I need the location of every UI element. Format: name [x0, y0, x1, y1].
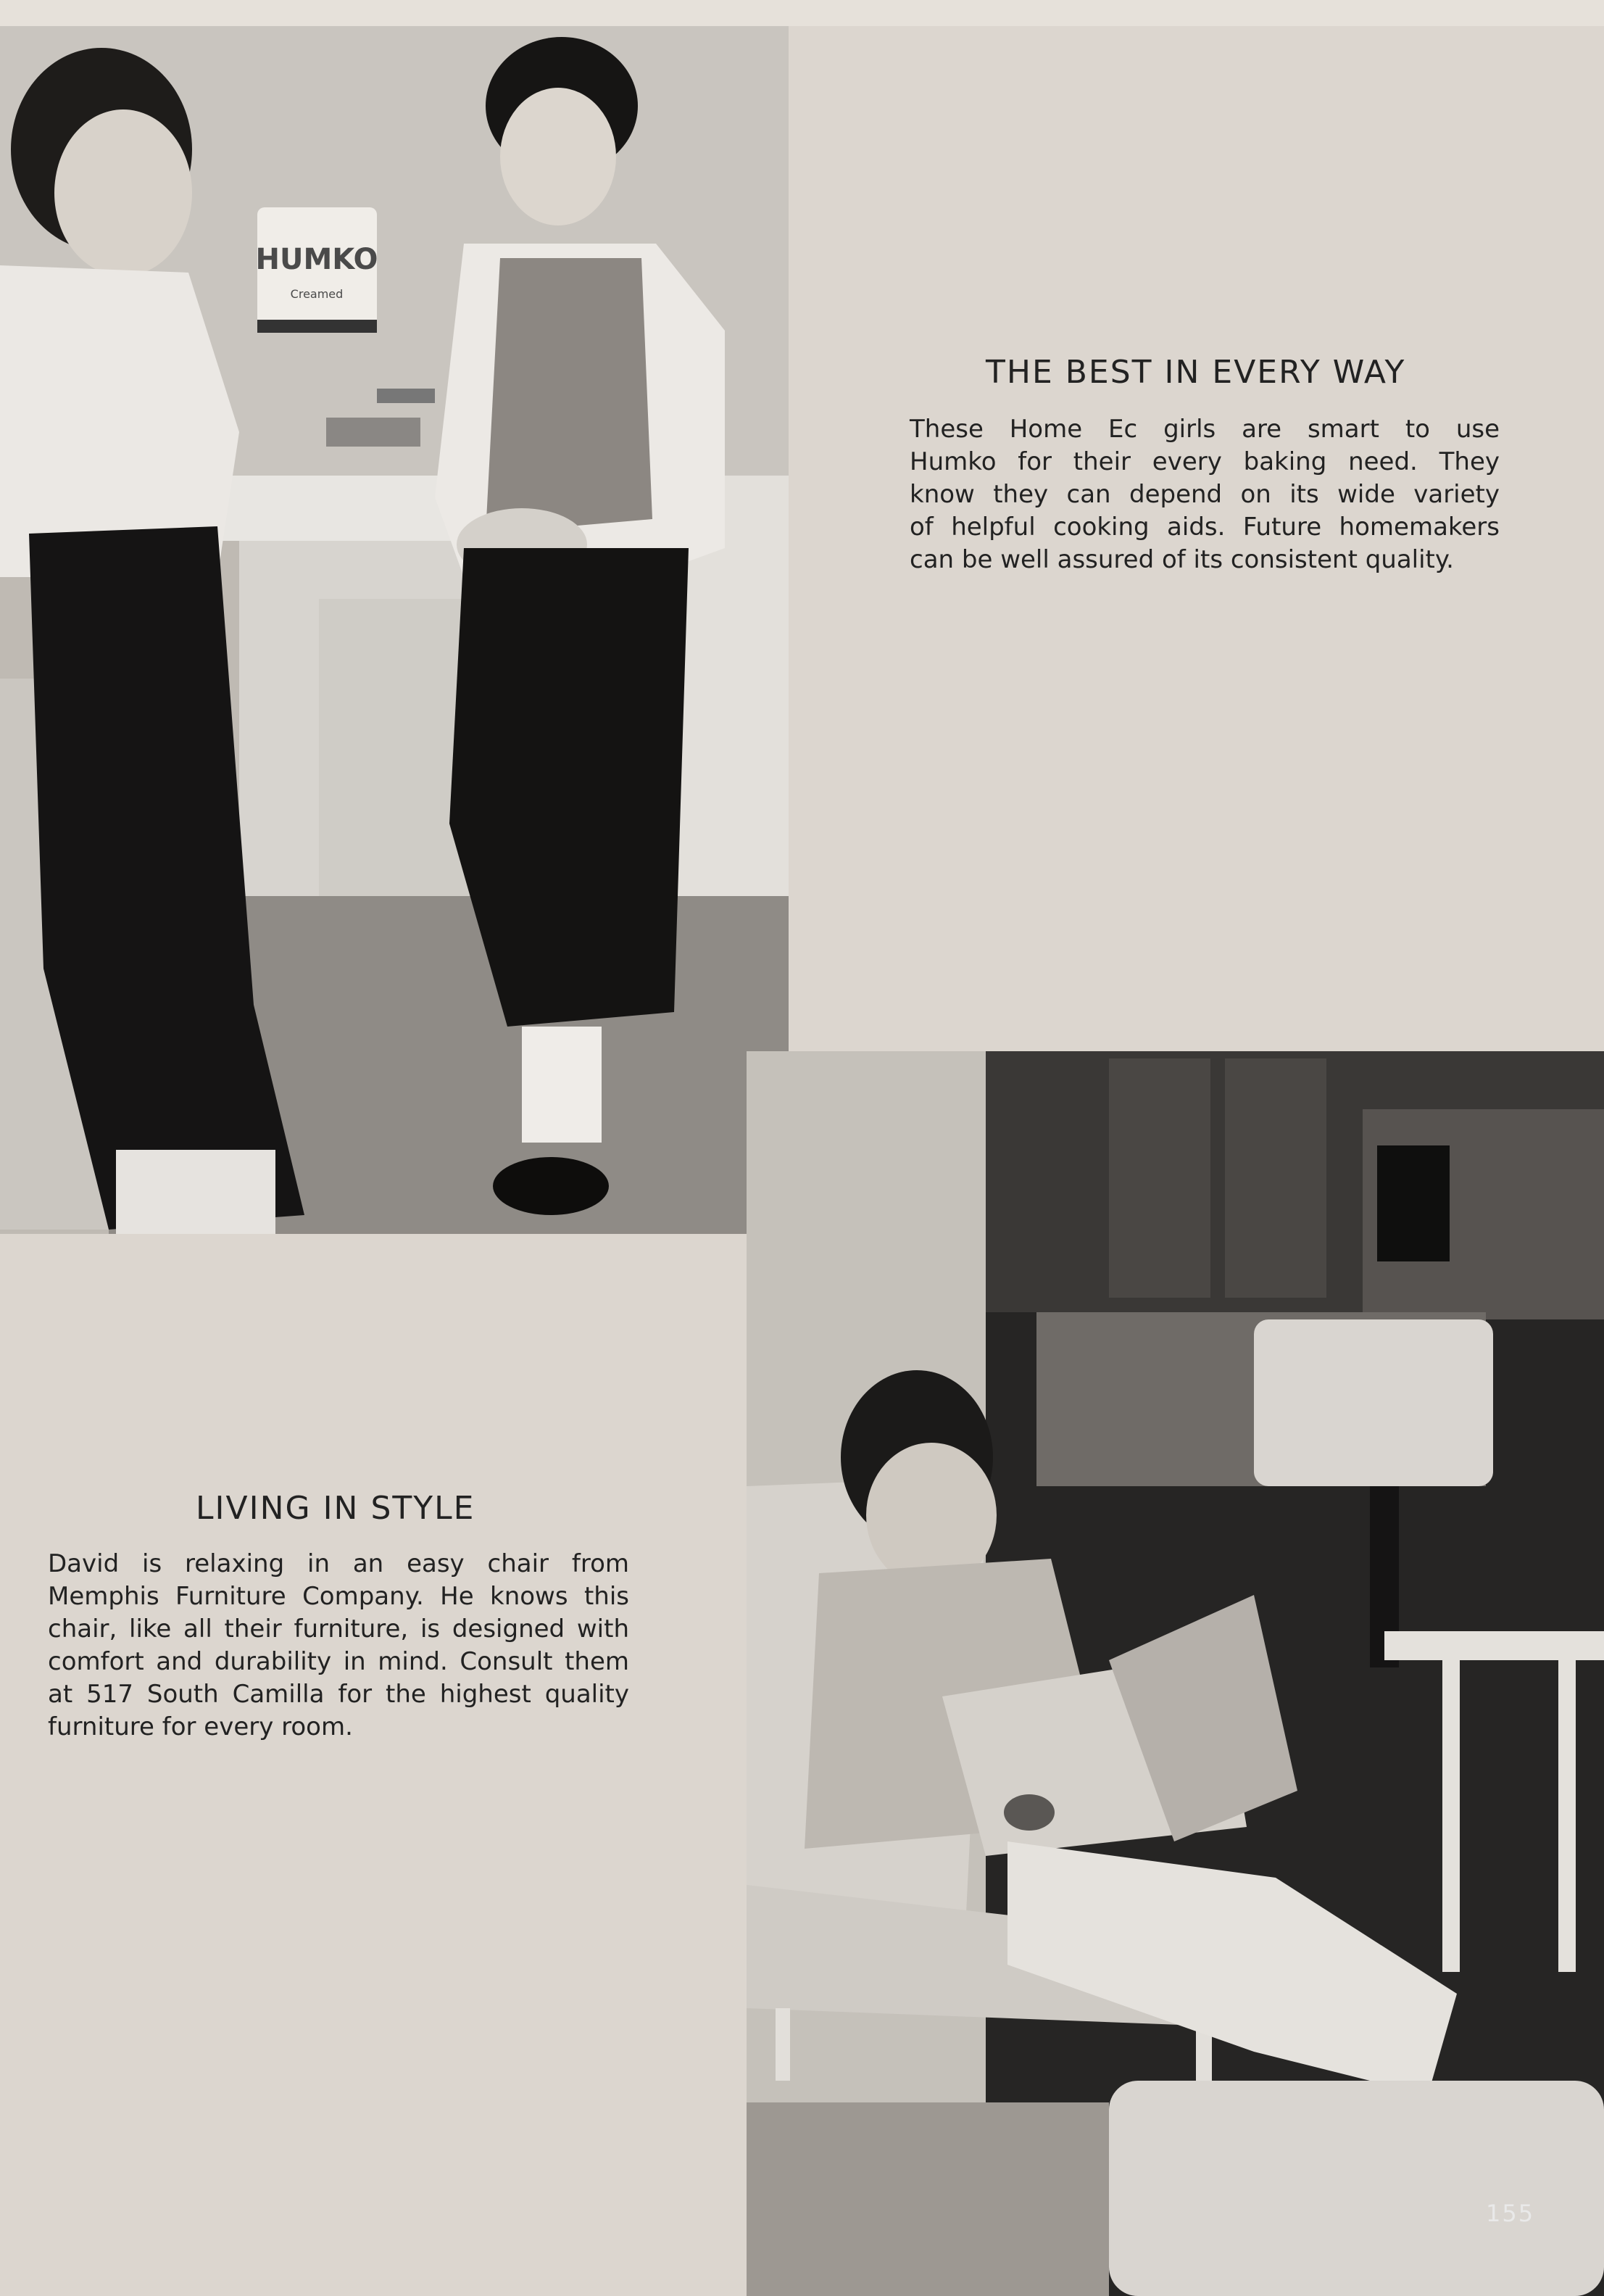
- caption-line: David is relaxing in an easy chair from: [48, 1549, 629, 1578]
- caption-line: comfort and durability in mind. Consult them: [48, 1647, 629, 1676]
- caption-title-living-in-style: LIVING IN STYLE: [196, 1490, 475, 1527]
- caption-line: Humko for their every baking need. They: [910, 447, 1500, 476]
- caption-body-memphis-furniture: [48, 1548, 629, 1744]
- caption-line: know they can depend on its wide variety: [910, 480, 1500, 509]
- caption-line: can be well assured of its consistent quality.: [910, 545, 1454, 574]
- caption-line: at 517 South Camilla for the highest quality: [48, 1680, 629, 1709]
- caption-title-best-in-every-way: THE BEST IN EVERY WAY: [986, 354, 1406, 391]
- can-sublabel: Creamed: [290, 287, 344, 301]
- photo-home-ec-girls-image: [0, 26, 789, 1234]
- photo-david-easy-chair-image: [747, 1051, 1604, 2296]
- caption-line: of helpful cooking aids. Future homemakers: [910, 513, 1500, 542]
- page-number: 155: [1486, 2200, 1535, 2227]
- caption-line: chair, like all their furniture, is designed with: [48, 1615, 629, 1644]
- page-top-edge: [0, 0, 1604, 26]
- caption-body-humko: [910, 413, 1500, 576]
- caption-line: furniture for every room.: [48, 1712, 353, 1741]
- photo-david-easy-chair: [747, 1051, 1604, 2296]
- photo-home-ec-girls: [0, 26, 789, 1234]
- caption-line: Memphis Furniture Company. He knows this: [48, 1582, 629, 1611]
- can-label: HUMKO: [255, 243, 378, 276]
- caption-line: These Home Ec girls are smart to use: [910, 415, 1500, 444]
